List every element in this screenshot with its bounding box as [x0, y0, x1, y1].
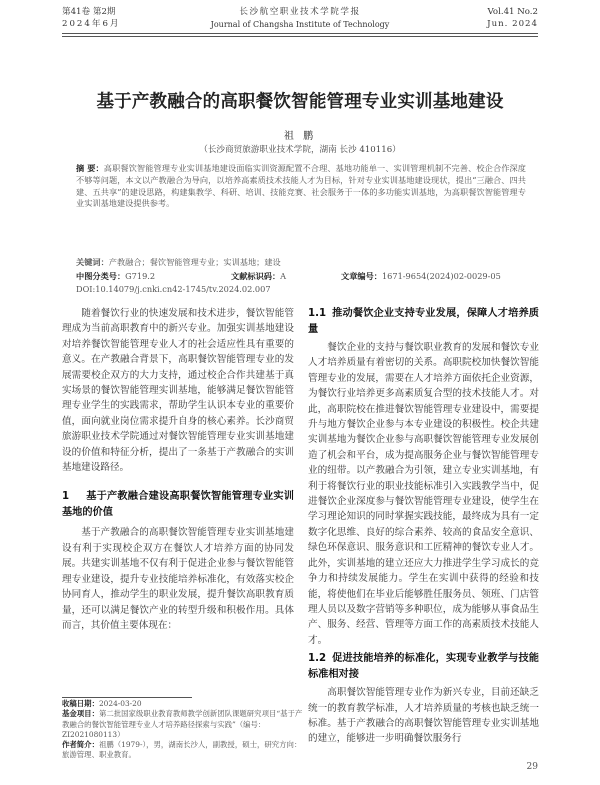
paper-title: 基于产教融合的高职餐饮智能管理专业实训基地建设: [96, 92, 504, 112]
section-1-1-title: 推动餐饮企业支持专业发展，保障人才培养质量: [308, 308, 539, 335]
journal-title-english: Journal of Changsha Institute of Technology: [210, 20, 390, 29]
left-column: [62, 306, 294, 633]
section-1-number: 1: [62, 491, 70, 503]
intro-paragraph: 随着餐饮行业的快速发展和技术进步，餐饮智能管理成为当前高职教育中的新兴专业。加强实训基地建设对培养餐饮智能管理专业人才的社会适应性具有重要的意义。在产教融合背景下，高职餐饮智能管理专业的发展需要校企双方的大力支持，通过校企合作共建基于真实场景的餐饮智能管理实训基地，能够满足餐饮智能管理专业学生的实践需求，帮助学生认识本专业的重要价值，面向就业岗位需求提升自身的核心素养。长沙商贸旅游职业技术学院通过对餐饮智能管理专业实训基地建设的价值和特征分析，提出了一条基于产教融合的实训基地建设路径。: [62, 308, 294, 474]
section-1-2-paragraph: 高职餐饮智能管理专业作为新兴专业，目前还缺乏统一的教育教学标准，人才培养质量的考核也缺乏统一标准。基于产教融合的高职餐饮智能管理专业实训基地的建立，能够进一步明确餐饮服务行: [308, 687, 539, 745]
document-code: 文献标识码：A: [231, 271, 287, 281]
journal-date: 2024年6月: [62, 19, 121, 29]
author-name: 祖 鹏: [283, 131, 317, 142]
section-1-2-number: 1.2: [308, 653, 327, 665]
journal-date-english: Jun. 2024: [487, 19, 538, 29]
abstract: [76, 163, 526, 210]
clc-number: 中图分类号：G719.2: [76, 271, 156, 281]
section-1-title: 基于产教融合建设高职餐饮智能管理专业实训基地的价值: [62, 491, 294, 519]
doi: DOI:10.14079/j.cnki.cn42-1745/tv.2024.02.007: [76, 284, 271, 294]
keywords-text: 产教融合；餐饮智能管理专业；实训基地；建设: [108, 257, 281, 267]
page-number: 29: [526, 762, 538, 772]
footnote-author: 作者简介：祖鹏（1979-），男，湖南长沙人，副教授，硕士，研究方向：旅游管理、职业教育。: [62, 740, 302, 760]
footnote-fund: 基金项目：第二批国家级职业教育教师教学创新团队课题研究项目“基于产教融合的餐饮智能管理专业人才培养路径探索与实践”（编号：ZI2021080113）: [62, 709, 303, 739]
header-rule-thin: [62, 36, 538, 37]
footnote-rule: [62, 697, 192, 698]
section-1-paragraph: 基于产教融合的高职餐饮智能管理专业实训基地建设有利于实现校企双方在餐饮人才培养方面的协同发展。共建实训基地不仅有利于促进企业参与餐饮智能管理专业建设，提升专业技能培养标准化，有效落实校企协同育人，推动学生的职业发展，提升餐饮高职教育质量，还可以满足餐饮产业的转型升级和积极作用。具体而言，其价值主要体现在：: [62, 527, 294, 631]
header-rule: [62, 33, 538, 34]
abstract-label: 摘 要：: [76, 163, 104, 173]
footnote: [62, 699, 307, 761]
journal-title: 长沙航空职业技术学院学报: [239, 7, 361, 17]
abstract-text: 高职餐饮智能管理专业实训基地建设面临实训资源配置不合理、基地功能单一、实训管理机制不完善、校企合作深度不够等问题，本文以产教融合为导向，以培养高素质技术技能人才为目标，针对专业实训基地建设现状，提出“三融合、四共建、五共享”的建设思路，构建集教学、科研、培训、技能竞赛、社会服务于一体的多功能实训基地，为高职餐饮智能管理专业实训基地建设提供参考。: [76, 163, 526, 209]
keywords-label: 关键词：: [76, 257, 109, 267]
section-1-heading: [62, 489, 294, 521]
footnote-received: 收稿日期：2024-03-20: [62, 699, 142, 708]
section-1-1-paragraph: 餐饮企业的支持与餐饮职业教育的发展和餐饮专业人才培养质量有着密切的关系。高职院校加快餐饮智能管理专业的发展，需要在人才培养方面依托企业资源，为餐饮行业培养更多高素质复合型的技术技能人才。对此，高职院校在推进餐饮智能管理专业建设中，需要提升与地方餐饮企业参与本专业建设的积极性。校企共建实训基地为餐饮企业参与高职餐饮智能管理专业发展创造了机会和平台，成为提高服务企业与餐饮智能管理专业的纽带。以产教融合为引领，建立专业实训基地，有利于将餐饮行业的职业技能标准引入实践教学当中，促进餐饮企业深度参与餐饮智能管理专业建设，使学生在学习理论知识的同时掌握实践技能，最终成为具有一定数字化思维、良好的综合素养、较高的食品安全意识、绿色环保意识、服务意识和工匠精神的餐饮专业人才。此外，实训基地的建立还应大力推进学生学习成长的竞争力和持续发展能力。学生在实训中获得的经验和技能，将使他们在毕业后能够胜任服务员、领班、门店管理人员以及数字营销等多种职位，成为能够从事食品生产、服务、经营、管理等方面工作的高素质技术技能人才。: [308, 342, 539, 646]
section-1-1-number: 1.1: [308, 308, 327, 319]
author-affiliation: （长沙商贸旅游职业技术学院，湖南 长沙 410116）: [199, 145, 401, 155]
section-1-1-heading: [308, 306, 539, 338]
keywords: [76, 257, 526, 268]
article-number: 文章编号：1671-9654(2024)02-0029-05: [341, 271, 501, 281]
right-column: [308, 306, 539, 747]
section-1-2-heading: [308, 651, 539, 683]
journal-volume-english: Vol.41 No.2: [487, 7, 538, 17]
journal-volume-issue: 第41卷 第2期: [62, 7, 116, 17]
section-1-2-title: 促进技能培养的标准化，实现专业教学与技能标准相对接: [308, 653, 539, 681]
